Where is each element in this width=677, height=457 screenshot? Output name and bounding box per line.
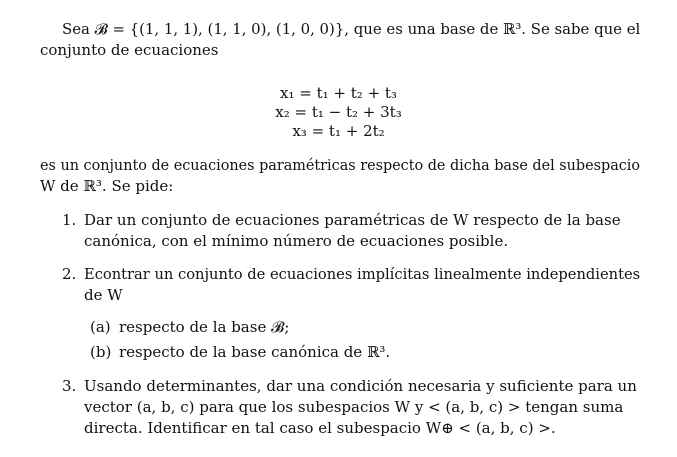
intro-line-1: Sea 𝓑 = {(1, 1, 1), (1, 1, 0), (1, 0, 0)}, que es una base de ℝ³. Se sabe que el: [62, 20, 641, 38]
subitem-b-text: respecto de la base canónica de ℝ³.: [119, 343, 391, 361]
equation-3: x₃ = t₁ + 2t₂: [292, 122, 385, 140]
item-1-number: 1.: [62, 211, 77, 229]
after-equations-line-1: es un conjunto de ecuaciones paramétricas respecto de dicha base del subespacio: [40, 156, 641, 174]
subitem-a-text: respecto de la base 𝓑;: [119, 318, 290, 336]
subitem-b-label: (b): [90, 343, 112, 361]
equation-1: x₁ = t₁ + t₂ + t₃: [280, 84, 397, 102]
item-1-line-2: canónica, con el mínimo número de ecuaciones posible.: [84, 232, 509, 250]
item-2-number: 2.: [62, 265, 77, 283]
after-equations-line-2: W de ℝ³. Se pide:: [40, 177, 174, 195]
item-2-line-1: Econtrar un conjunto de ecuaciones implícitas linealmente independientes: [84, 265, 641, 283]
item-1-line-1: Dar un conjunto de ecuaciones paramétricas de W respecto de la base: [84, 211, 621, 229]
item-3-line-3: directa. Identificar en tal caso el subespacio W⊕ < (a, b, c) >.: [84, 419, 556, 437]
item-3-line-1: Usando determinantes, dar una condición necesaria y suficiente para un: [84, 377, 637, 395]
subitem-a-label: (a): [90, 318, 111, 336]
equation-2: x₂ = t₁ − t₂ + 3t₃: [275, 103, 402, 121]
item-3-number: 3.: [62, 377, 77, 395]
item-2-line-2: de W: [84, 286, 123, 304]
intro-line-2: conjunto de ecuaciones: [40, 41, 219, 59]
item-3-line-2: vector (a, b, c) para que los subespacios W y < (a, b, c) > tengan suma: [84, 398, 624, 416]
